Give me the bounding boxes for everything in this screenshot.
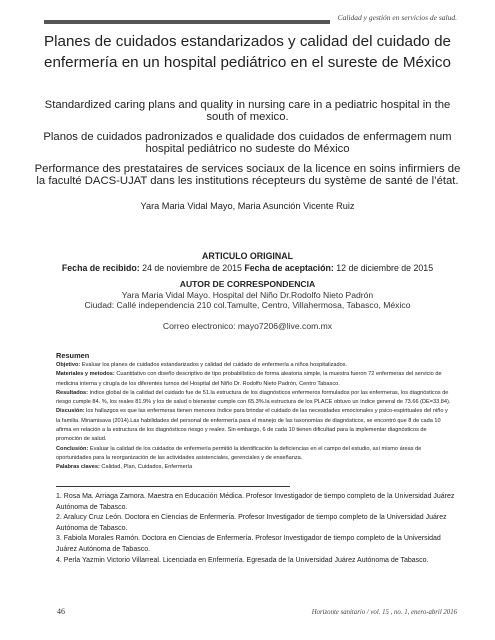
footnotes xyxy=(56,492,456,566)
alternate-titles xyxy=(30,100,465,197)
article-title: Planes de cuidados estandarizados y calidad del cuidado de enfermería en un hospital pediátrico en el sureste de México xyxy=(44,33,451,71)
abstract-heading: Resumen xyxy=(56,351,90,360)
accepted-label: Fecha de aceptación: xyxy=(244,262,334,273)
footnote-3: 3. Fabiola Morales Ramón. Doctora en Ciencias de Enfermería. Profesor Investigador de tiempo completo de la Universidad Juárez Autónoma de Tabasco. xyxy=(56,535,441,553)
author-list: Yara Maria Vidal Mayo, Maria Asunción Vicente Ruiz xyxy=(140,201,355,211)
correspondence-name: Yara Maria Vidal Mayo. Hospital del Niño Dr.Rodolfo Nieto Padrón xyxy=(121,289,374,300)
running-head: Calidad y gestión en servicios de salud. xyxy=(337,13,457,22)
abstract xyxy=(56,351,451,473)
results-label: Resultados: xyxy=(56,389,89,396)
results-text: índice global de la calidad del cuidado fue de 51.la estructura de los diagnósticos enfermeros formulados por las enfermeras, los diagnósticos de riesgo cumple 84. %, los reales 81.9% y los de salud o bienestar cumple con 65.3%.la estructura de los PLACE obtuvo un índice general de 73.66 (DE=33.84). xyxy=(56,389,451,406)
objective-text: Evaluar los planes de cuidados estandarizados y calidad del cuidado de enfermería a niños hospitalizados. xyxy=(81,362,348,368)
keywords-label: Palabras claves: xyxy=(56,464,100,471)
correspondence-email: Correo electronico: mayo7206@live.com.mx xyxy=(162,320,333,331)
methods-text: Cuantitativo con diseño descriptivo de tipo probabilístico de forma aleatoria simple, la muestra fueron 72 enfermeras del servicio de medicina interna y cirugía de los diferentes turnos del Hospital del Niño Dr. Rodolfo Nieto Padrón, Centro Tabasco. xyxy=(56,371,442,387)
received-date: 24 de noviembre de 2015 xyxy=(142,262,242,273)
abstract-keywords xyxy=(56,463,451,472)
correspondence-heading: AUTOR DE CORRESPONDENCIA xyxy=(179,279,316,289)
correspondence xyxy=(30,279,465,331)
journal-footer: Horizonte sanitario / vol. 15 , no. 1, enero-abril 2016 xyxy=(311,609,457,616)
abstract-objective xyxy=(56,361,451,370)
title-portuguese: Planos de cuidados padronizados e qualidade dos cuidados de enfermagem num hospital pediátrico no sudeste do México xyxy=(43,131,452,155)
article-type: ARTICULO ORIGINAL xyxy=(202,251,293,261)
accepted-date: 12 de diciembre de 2015 xyxy=(336,262,434,273)
objective-label: Objetivo: xyxy=(56,362,81,368)
conclusion-text: Evaluar la calidad de los cuidados de enfermería permitió la identificación la deficiencias en el campo del estudio, así mismo áreas de oportunidades para la reorganización de las actividades asistenciales, gerenciales y de enseñanza. xyxy=(56,445,422,461)
received-label: Fecha de recibido: xyxy=(61,262,140,273)
title-french: Performance des prestataires de services sociaux de la licence en soins infirmiers de la faculté DACS-UJAT dans les institutions récepteurs du système de santé de l’état. xyxy=(34,163,461,187)
discussion-label: Discusión: xyxy=(56,408,85,415)
abstract-methods xyxy=(56,370,451,389)
title-english: Standardized caring plans and quality in nursing care in a pediatric hospital in the south of mexico. xyxy=(44,99,451,123)
page-number: 46 xyxy=(57,607,65,616)
article-info xyxy=(30,251,465,274)
header-rule xyxy=(44,20,330,24)
keywords-text: Calidad, Plan, Cuidados, Enfermería xyxy=(101,464,193,471)
correspondence-address: Ciudad: Callé independencia 210 col.Tamulte, Centro, Villahermosa, Tabasco, México xyxy=(84,300,411,311)
abstract-conclusion xyxy=(56,445,451,464)
footnote-4: 4. Perla Yazmin Victorio Villarreal. Licenciada en Enfermería. Egresada de la Universidad Juárez Autónoma de Tabasco. xyxy=(56,556,429,564)
conclusion-label: Conclusión: xyxy=(56,445,89,452)
abstract-results xyxy=(56,389,451,408)
footnote-1: 1. Rosa Ma. Arriaga Zamora. Maestra en Educación Médica. Profesor Investigador de tiempo completo de la Universidad Juárez Autónoma de Tabasco. xyxy=(56,493,455,511)
article-dates xyxy=(30,263,465,275)
footnote-rule xyxy=(56,486,290,487)
abstract-discussion xyxy=(56,407,451,444)
discussion-text: los hallazgos es que las enfermeras tienen menores índice para brindar el cuidado de las necesidades emocionales y psico-espirituales del niño y la familia. Minamisava (2014).Las habilidades del personal de enfermería para el manejo de las taxonomías de diagnósticos, se encontró que 8 de cada 10 afirma en relación a la estructura de los diagnósticos riesgo y reales. Sin embargo, 6 de cada 10 tienen dificultad para la implementar diagnósticos de promoción de salud. xyxy=(56,408,448,443)
footnote-2: 2. Aralucy Cruz León. Doctora en Ciencias de Enfermería. Profesor Investigador de tiempo completo de la Universidad Juárez Autónoma de Tabasco. xyxy=(56,514,447,532)
methods-label: Materiales y metodos: xyxy=(56,371,115,378)
